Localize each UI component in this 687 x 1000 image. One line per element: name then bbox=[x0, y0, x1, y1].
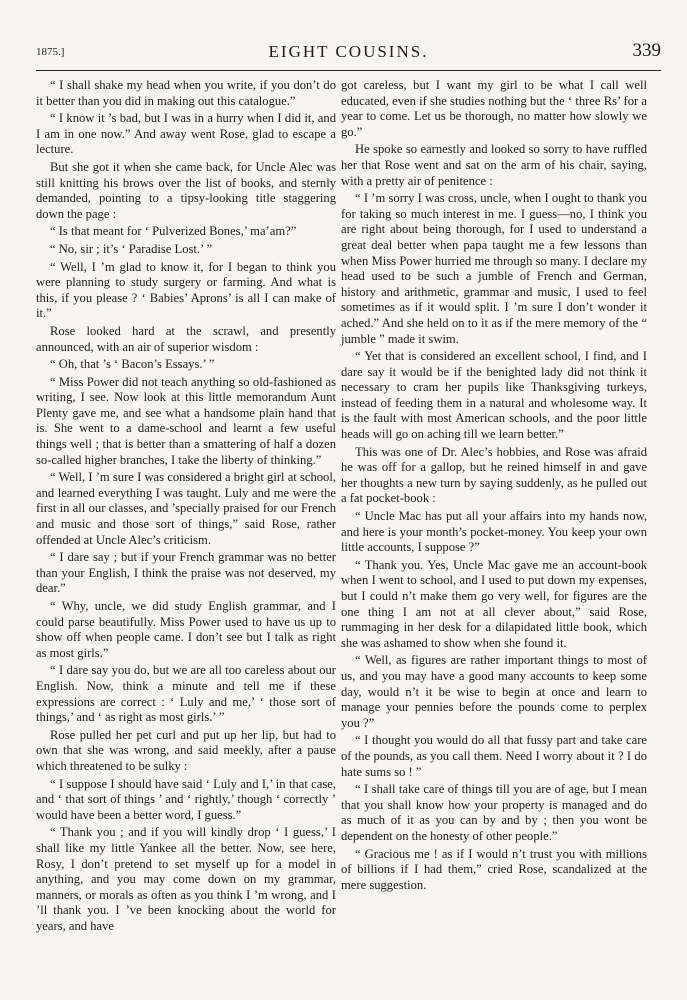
paragraph: Rose pulled her pet curl and put up her lip, but had to own that she was wrong, and said meekly, after a pause which threatened to be sulky : bbox=[36, 727, 336, 773]
paragraph: “ Why, uncle, we did study English grammar, and I could parse beautifully. Miss Power used to have us up to show off when people came. I don’t see but I talk as right as most girls.” bbox=[36, 599, 336, 660]
paragraph: “ Oh, that ’s ‘ Bacon’s Essays.’ ” bbox=[50, 357, 215, 372]
paragraph: Rose looked hard at the scrawl, and presently announced, with an air of superior wisdom : bbox=[36, 323, 336, 354]
paragraph: “ Well, I ’m glad to know it, for I began to think you were planning to study surgery or farming. And what is this, if you please ? ‘ Babies’ Aprons’ is all I can make of it.” bbox=[36, 259, 336, 321]
paragraph: “ Uncle Mac has put all your affairs into my hands now, and here is your month’s pocket-money. You keep your own little accounts, I suppose ?” bbox=[341, 509, 647, 555]
paragraph: “ Gracious me ! as if I would n’t trust you with millions of billions if I had them,” cried Rose, scandalized at the mere suggestion. bbox=[341, 846, 647, 892]
running-header bbox=[36, 40, 661, 70]
paragraph: “ Yet that is considered an excellent school, I find, and I dare say it would be if the benighted lady did not think it necessary to cram her pupils like Thanksgiving turkeys, instead of feeding them in a natural and wholesome way. It is the fault with most American schools, and the poor little heads will go on aching till we learn better.” bbox=[341, 349, 647, 442]
paragraph: “ I shall take care of things till you are of age, but I mean that you shall know how your property is managed and do as much of it as you can by and by ; then you wont be dependent on the honesty of other people.” bbox=[341, 782, 647, 843]
paragraph: “ Is that meant for ‘ Pulverized Bones,’ ma’am?” bbox=[50, 224, 297, 239]
paragraph: “ No, sir ; it’s ‘ Paradise Lost.’ ” bbox=[50, 241, 213, 256]
header-year: 1875.] bbox=[36, 46, 65, 58]
left-column bbox=[36, 78, 336, 936]
header-rule bbox=[36, 70, 661, 71]
paragraph: He spoke so earnestly and looked so sorry to have ruffled her that Rose went and sat on the arm of his chair, saying, with a pretty air of penitence : bbox=[341, 142, 647, 188]
paragraph: “ I dare say you do, but we are all too careless about our English. Now, think a minute and tell me if these expressions are correct : ‘ Luly and me,’ ‘ those sort of things,’ and ‘ as right as most girls.’ ” bbox=[36, 663, 336, 725]
right-column bbox=[341, 78, 647, 895]
paragraph: This was one of Dr. Alec’s hobbies, and Rose was afraid he was off for a gallop, but he reined himself in and gave her thoughts a new turn by saying suddenly, as he pulled out a fat pocket-book : bbox=[341, 444, 647, 506]
paragraph: got careless, but I want my girl to be what I call well educated, even if she studies nothing but the ‘ three Rs’ for a year to come. Let us be thorough, no matter how slowly we go.” bbox=[341, 78, 647, 139]
paragraph: But she got it when she came back, for Uncle Alec was still knitting his brows over the list of books, and sternly demanded, pointing to a tipsy-looking title staggering down the page : bbox=[36, 159, 336, 221]
paragraph: “ Thank you ; and if you will kindly drop ‘ I guess,’ I shall like my little Yankee all the better. Now, see here, Rosy, I don’t pretend to set myself up for a model in anything, and you may come down on my grammar, manners, or morals as often as you think I ’m wrong, and I ’ll thank you. I ’ve been knocking about the world for years, and have bbox=[36, 825, 336, 933]
paragraph: “ I thought you would do all that fussy part and take care of the pounds, as you call them. Need I worry about it ? I do hate sums so ! ” bbox=[341, 733, 647, 779]
page-number: 339 bbox=[632, 40, 661, 61]
paragraph: “ I know it ’s bad, but I was in a hurry when I did it, and I am in one now.” And away went Rose, glad to escape a lecture. bbox=[36, 111, 336, 157]
paragraph: “ Well, as figures are rather important things to most of us, and you may have a good many accounts to keep some day, would n’t it be wise to begin at once and learn to manage your pennies before the pounds come to perplex you ?” bbox=[341, 653, 647, 730]
paragraph: “ I shall shake my head when you write, if you don’t do it better than you did in making out this catalogue.” bbox=[36, 78, 336, 108]
paragraph: “ I ’m sorry I was cross, uncle, when I ought to thank you for taking so much interest in me. I guess—no, I think you are right about being thorough, for I used to understand a great deal better when papa taught me a few lessons than when Miss Power hurried me through so many. I declare my head used to be such a jumble of French and German, history and arithmetic, grammar and music, I used to feel sometimes as if it would split. I ’m sure I don’t wonder it ached.” And she held on to it as if the mere memory of the “ jumble ” made it swim. bbox=[341, 191, 647, 346]
paragraph: “ I suppose I should have said ‘ Luly and I,’ in that case, and ‘ that sort of things ’ and ‘ rightly,’ though ‘ correctly ’ would have been a better word, I guess.” bbox=[36, 776, 336, 822]
paragraph: “ Well, I ’m sure I was considered a bright girl at school, and learned everything I was taught. Luly and me were the first in all our classes, and ’specially praised for our French and music and those sort of things,” said Rose, rather offended at Uncle Alec’s criticism. bbox=[36, 470, 336, 547]
header-title: EIGHT COUSINS. bbox=[268, 42, 429, 61]
paragraph: “ Thank you. Yes, Uncle Mac gave me an account-book when I went to school, and I used to put down my expenses, but I could n’t make them go very well, for figures are the one thing I am not at all clever about,” said Rose, rummaging in her desk for a dilapidated little book, which she was ashamed to show when she found it. bbox=[341, 557, 647, 650]
paragraph: “ Miss Power did not teach anything so old-fashioned as writing, I see. Now look at this little memorandum Aunt Plenty gave me, and see what a handsome plain hand that is. She went to a dame-school and learnt a few useful things well ; that is better than a smattering of half a dozen so-called higher branches, I take the liberty of thinking.” bbox=[36, 374, 336, 467]
paragraph: “ I dare say ; but if your French grammar was no better than your English, I think the praise was not deserved, my dear.” bbox=[36, 550, 336, 596]
